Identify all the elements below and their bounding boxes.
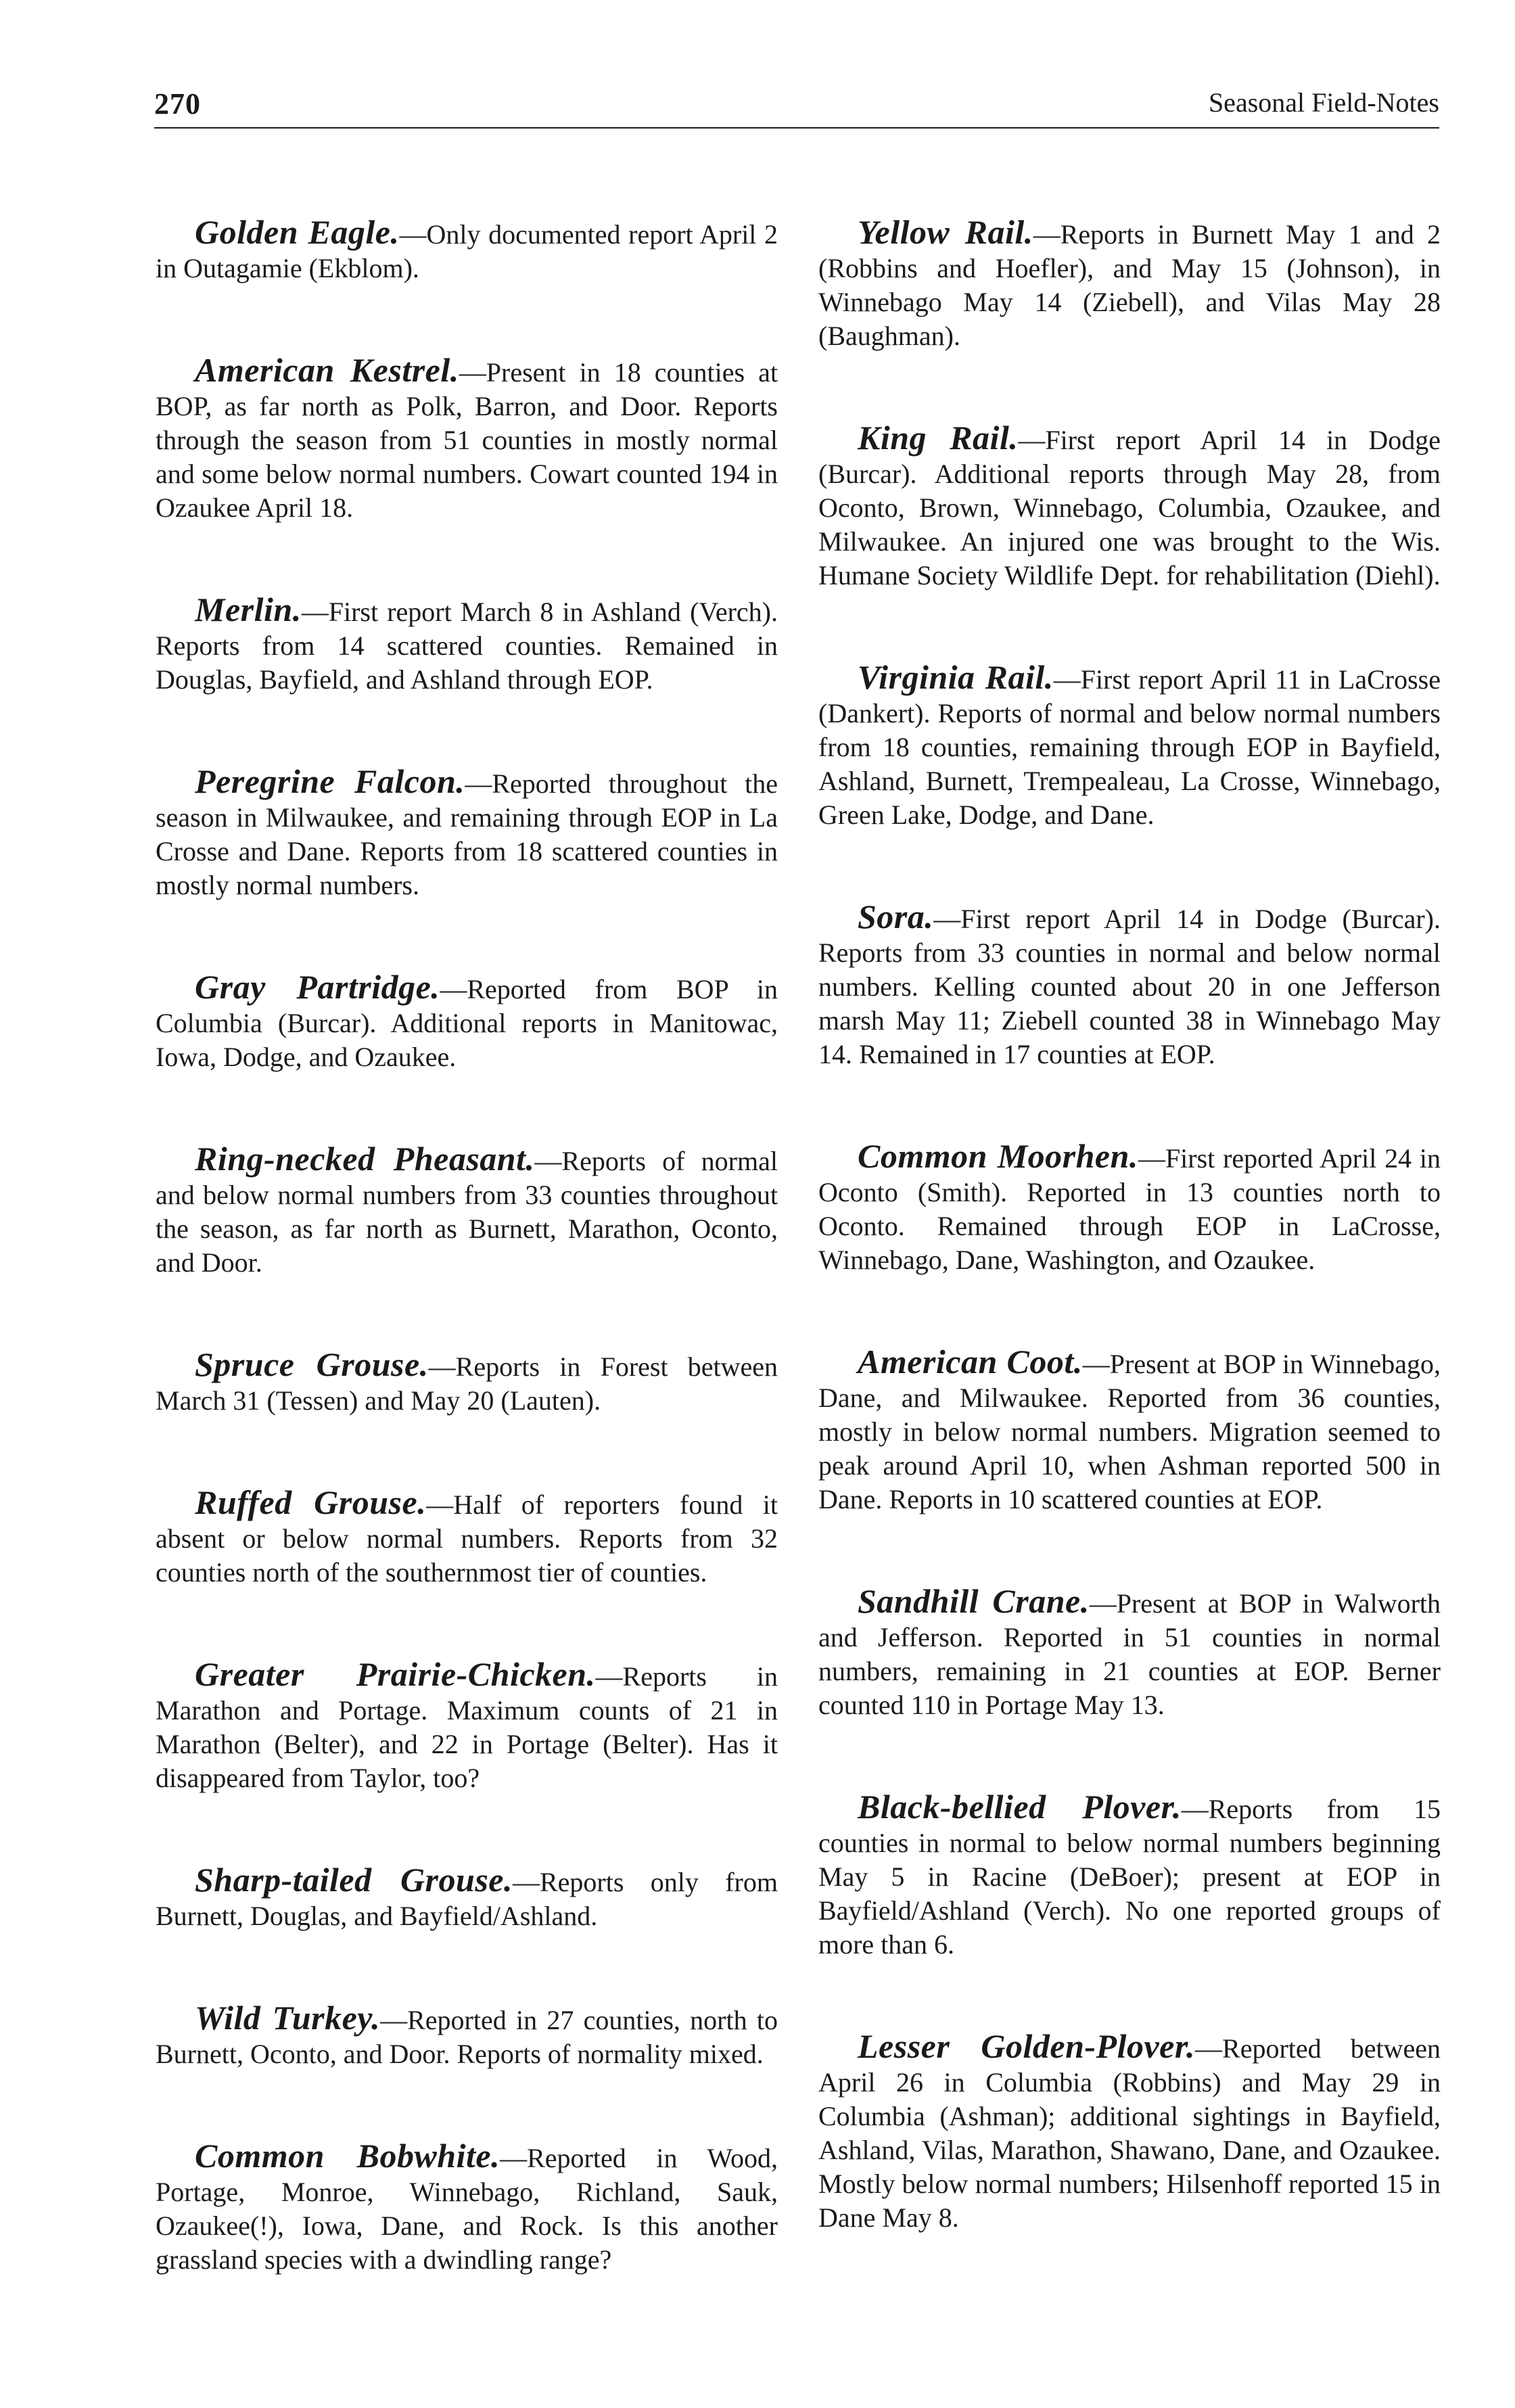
- species-name: American Coot.: [858, 1343, 1083, 1381]
- species-name: Sandhill Crane.: [858, 1582, 1090, 1620]
- species-name: Peregrine Falcon.: [195, 762, 465, 800]
- species-entry: [156, 2139, 778, 2277]
- species-name: Spruce Grouse.: [195, 1345, 429, 1383]
- species-entry: [156, 970, 778, 1074]
- species-entry: [818, 1139, 1441, 1277]
- species-name: Black-bellied Plover.: [858, 1788, 1182, 1826]
- species-entry: [818, 660, 1441, 832]
- species-note: Present at BOP in Winnebago, Dane, and Milwaukee. Reported from 36 counties, mostly in below normal numbers. Migration seemed to peak around April 10, when Ashman reported 500 in Dane. Reports in 10 scattered counties at EOP.: [818, 1349, 1441, 1514]
- page-header: [154, 78, 1439, 133]
- species-entry: [818, 2029, 1441, 2235]
- species-entry: [156, 1657, 778, 1795]
- species-note: Only documented report April 2 in Outagamie (Ekblom).: [156, 219, 778, 283]
- species-name: Gray Partridge.: [195, 968, 440, 1006]
- species-note: Reported throughout the season in Milwaukee, and remaining through EOP in La Crosse and Dane. Reports from 18 scattered counties in mostly normal numbers.: [156, 768, 778, 900]
- page-number: 270: [154, 87, 201, 120]
- species-note: First report March 8 in Ashland (Verch). Reports from 14 scattered counties. Remained in Douglas, Bayfield, and Ashland through EOP.: [156, 597, 778, 695]
- species-entry: [156, 1485, 778, 1590]
- species-name: Common Moorhen.: [858, 1137, 1138, 1175]
- species-note: First reported April 24 in Oconto (Smith). Reported in 13 counties north to Oconto. Remained through EOP in LaCrosse, Winnebago, Dane, Washington, and Ozaukee.: [818, 1143, 1441, 1275]
- species-note: Reports from 15 counties in normal to below normal numbers beginning May 5 in Racine (DeBoer); present at EOP in Bayfield/Ashland (Verch). No one reported groups of more than 6.: [818, 1794, 1441, 1960]
- species-note: Reported in 27 counties, north to Burnett, Oconto, and Door. Reports of normality mixed.: [156, 2005, 778, 2069]
- species-name: Greater Prairie-Chicken.: [195, 1655, 596, 1693]
- species-entry: [156, 1863, 778, 1933]
- species-entry: [156, 353, 778, 525]
- species-name: Golden Eagle.: [195, 213, 400, 251]
- species-name: Ring-necked Pheasant.: [195, 1140, 535, 1178]
- species-entry: [156, 1142, 778, 1280]
- species-entry: [156, 2001, 778, 2071]
- species-name: Ruffed Grouse.: [195, 1483, 427, 1521]
- species-entry: [156, 764, 778, 902]
- species-name: Common Bobwhite.: [195, 2137, 500, 2175]
- header-divider: [154, 127, 1439, 129]
- species-note: Reports only from Burnett, Douglas, and Bayfield/Ashland.: [156, 1867, 778, 1931]
- species-entry: [156, 1347, 778, 1418]
- species-entry: [156, 593, 778, 697]
- species-name: Virginia Rail.: [858, 658, 1054, 696]
- species-note: Reports of normal and below normal numbers from 33 counties throughout the season, as far north as Burnett, Marathon, Oconto, and Door.: [156, 1146, 778, 1278]
- species-note: First report April 11 in LaCrosse (Dankert). Reports of normal and below normal numbers from 18 counties, remaining through EOP in Bayfield, Ashland, Burnett, Trempealeau, La Crosse, Winnebago, Green Lake, Dodge, and Dane.: [818, 664, 1441, 830]
- species-name: King Rail.: [858, 419, 1019, 457]
- species-entry: [818, 900, 1441, 1071]
- species-note: Reported from BOP in Columbia (Burcar). Additional reports in Manitowac, Iowa, Dodge, and Ozaukee.: [156, 974, 778, 1072]
- species-entry: [818, 1790, 1441, 1962]
- species-note: Reports in Burnett May 1 and 2 (Robbins and Hoefler), and May 15 (Johnson), in Winnebago May 14 (Ziebell), and Vilas May 28 (Baughman).: [818, 219, 1441, 351]
- species-entry: [818, 421, 1441, 593]
- species-entry: [818, 1345, 1441, 1516]
- species-note: Reports in Forest between March 31 (Tessen) and May 20 (Lauten).: [156, 1351, 778, 1416]
- species-note: First report April 14 in Dodge (Burcar). Additional reports through May 28, from Oconto, Brown, Winnebago, Columbia, Ozaukee, and Milwaukee. An injured one was brought to the Wis. Humane Society Wildlife Dept. for rehabilitation (Diehl).: [818, 425, 1441, 591]
- left-column: [156, 215, 778, 2344]
- species-note: Present at BOP in Walworth and Jefferson. Reported in 51 counties in normal numbers, remaining in 21 counties at EOP. Berner counted 110 in Portage May 13.: [818, 1588, 1441, 1720]
- species-note: Half of reporters found it absent or below normal numbers. Reports from 32 counties north of the southernmost tier of counties.: [156, 1489, 778, 1588]
- species-note: Reported in Wood, Portage, Monroe, Winnebago, Richland, Sauk, Ozaukee(!), Iowa, Dane, and Rock. Is this another grassland species with a dwindling range?: [156, 2143, 778, 2275]
- species-entry: [818, 1584, 1441, 1722]
- species-name: Sora.: [858, 898, 934, 935]
- species-name: Yellow Rail.: [858, 213, 1033, 251]
- species-note: Reported between April 26 in Columbia (Robbins) and May 29 in Columbia (Ashman); additional sightings in Bayfield, Ashland, Vilas, Marathon, Shawano, Dane, and Ozaukee. Mostly below normal numbers; Hilsenhoff reported 15 in Dane May 8.: [818, 2033, 1441, 2233]
- species-entry: [818, 215, 1441, 353]
- right-column: [818, 215, 1441, 2302]
- running-title: Seasonal Field-Notes: [1208, 87, 1439, 118]
- species-entry: [156, 215, 778, 285]
- species-note: First report April 14 in Dodge (Burcar). Reports from 33 counties in normal and below normal numbers. Kelling counted about 20 in one Jefferson marsh May 11; Ziebell counted 38 in Winnebago May 14. Remained in 17 counties at EOP.: [818, 904, 1441, 1069]
- species-name: Merlin.: [195, 591, 302, 628]
- species-name: Sharp-tailed Grouse.: [195, 1861, 513, 1899]
- species-note: Reports in Marathon and Portage. Maximum counts of 21 in Marathon (Belter), and 22 in Portage (Belter). Has it disappeared from Taylor, too?: [156, 1661, 778, 1793]
- species-name: American Kestrel.: [195, 351, 459, 389]
- species-name: Lesser Golden-Plover.: [858, 2027, 1196, 2065]
- species-name: Wild Turkey.: [195, 1999, 381, 2037]
- species-note: Present in 18 counties at BOP, as far north as Polk, Barron, and Door. Reports through the season from 51 counties in mostly normal and some below normal numbers. Cowart counted 194 in Ozaukee April 18.: [156, 357, 778, 523]
